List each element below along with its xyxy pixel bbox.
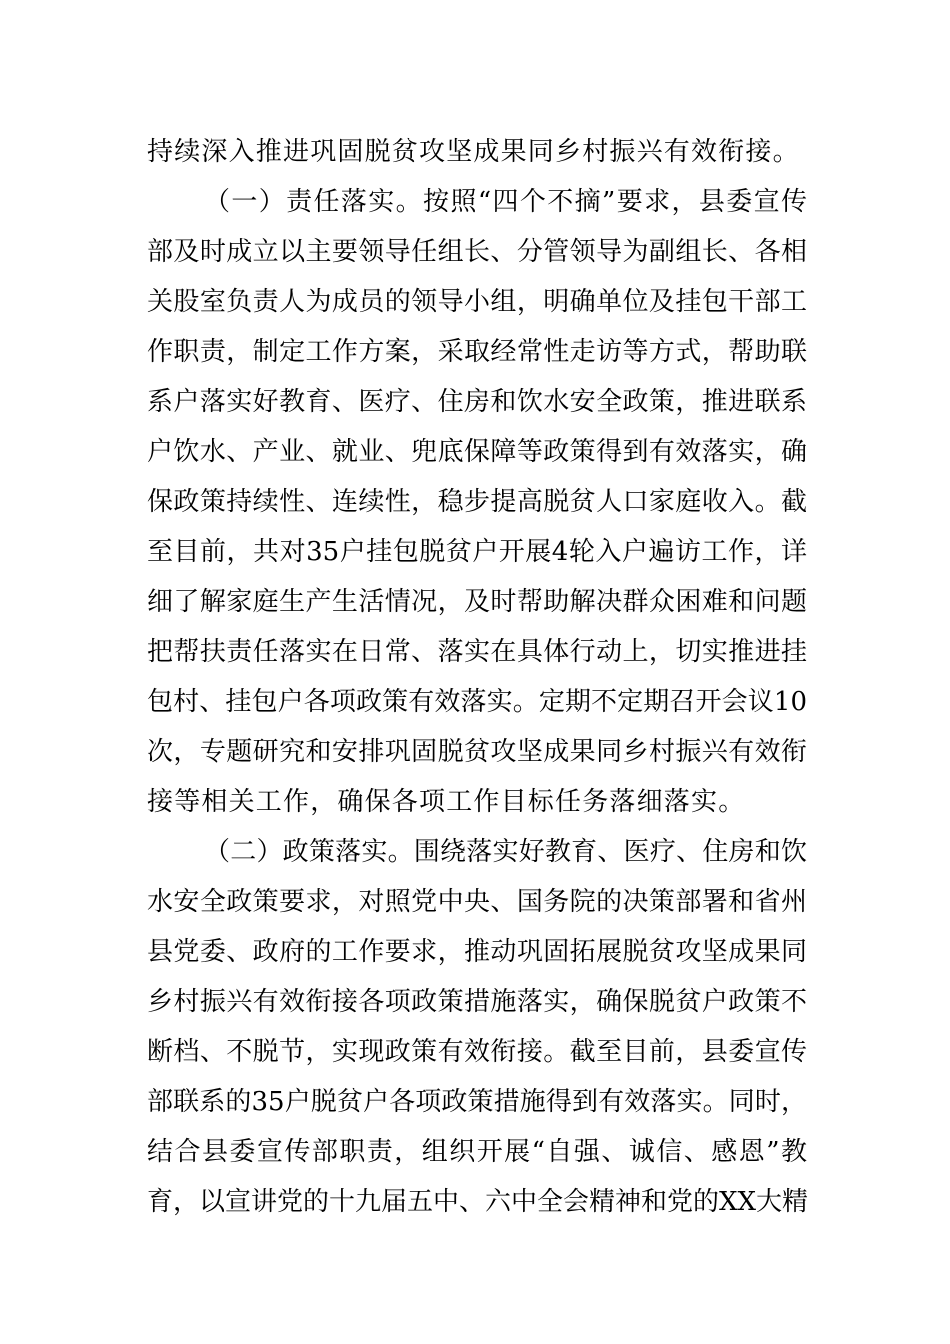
- paragraph-line: 育，以宣讲党的十九届五中、六中全会精神和党的XX大精: [147, 1187, 809, 1217]
- paragraph-line: 断档、不脱节，实现政策有效衔接。截至目前，县委宣传: [147, 1037, 807, 1067]
- paragraph-line: 乡村振兴有效衔接各项政策措施落实，确保脱贫户政策不: [147, 987, 807, 1017]
- paragraph-line: 结合县委宣传部职责，组织开展“自强、诚信、感恩”教: [147, 1137, 807, 1167]
- paragraph-line: 县党委、政府的工作要求，推动巩固拓展脱贫攻坚成果同: [147, 937, 807, 967]
- paragraph-line: 水安全政策要求，对照党中央、国务院的决策部署和省州: [147, 887, 807, 917]
- paragraph-line: 系户落实好教育、医疗、住房和饮水安全政策，推进联系: [147, 387, 807, 417]
- paragraph-line: 部及时成立以主要领导任组长、分管领导为副组长、各相: [147, 237, 807, 267]
- paragraph-line: 细了解家庭生产生活情况，及时帮助解决群众困难和问题: [147, 587, 807, 617]
- paragraph-line: （二）政策落实。围绕落实好教育、医疗、住房和饮: [204, 837, 807, 867]
- paragraph-line: （一）责任落实。按照“四个不摘”要求，县委宣传: [204, 187, 807, 217]
- paragraph-line: 作职责，制定工作方案，采取经常性走访等方式，帮助联: [147, 337, 807, 367]
- paragraph-line: 部联系的35户脱贫户各项政策措施得到有效落实。同时，: [147, 1087, 807, 1117]
- paragraph-line: 次，专题研究和安排巩固脱贫攻坚成果同乡村振兴有效衔: [147, 737, 807, 767]
- paragraph-line: 至目前，共对35户挂包脱贫户开展4轮入户遍访工作，详: [147, 537, 807, 567]
- paragraph-line: 户饮水、产业、就业、兜底保障等政策得到有效落实，确: [147, 437, 807, 467]
- document-body: [147, 127, 807, 1227]
- paragraph-line: 关股室负责人为成员的领导小组，明确单位及挂包干部工: [147, 287, 807, 317]
- paragraph-line: 保政策持续性、连续性，稳步提高脱贫人口家庭收入。截: [147, 487, 807, 517]
- paragraph-line: 把帮扶责任落实在日常、落实在具体行动上，切实推进挂: [147, 637, 807, 667]
- paragraph-line: 包村、挂包户各项政策有效落实。定期不定期召开会议10: [147, 687, 807, 717]
- paragraph-line: 持续深入推进巩固脱贫攻坚成果同乡村振兴有效衔接。: [147, 137, 800, 167]
- paragraph-line: 接等相关工作，确保各项工作目标任务落细落实。: [147, 787, 746, 817]
